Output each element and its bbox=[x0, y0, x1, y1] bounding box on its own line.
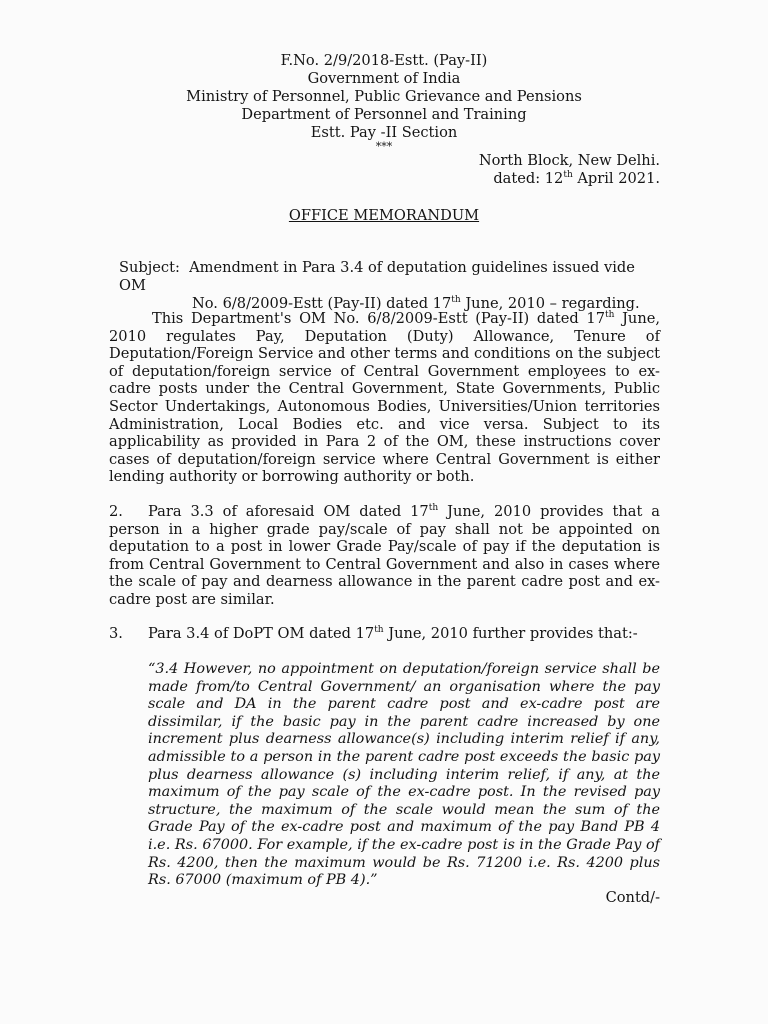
subject-label: Subject: bbox=[119, 259, 180, 276]
government-name: Government of India bbox=[307, 70, 461, 87]
location: North Block, New Delhi. bbox=[478, 152, 660, 169]
department-name: Department of Personnel and Training bbox=[241, 106, 527, 123]
paragraph-1: This Department's OM No. 6/8/2009-Estt (Pay-II) dated 17th June, 2010 regulates Pay, Deputation (Duty) Allowance, Tenure of Deputation/Foreign Service and other terms and conditions on the subject of deputation/foreign service of Central Government employees to ex-cadre posts under the Central Government, State Governments, Public Sector Undertakings, Autonomous Bodies, Universities/Union territories Administration, Local Bodies etc. and vice versa. Subject to its applicability as provided in Para 2 of the OM, these instructions cover cases of deputation/foreign service where Central Government is either lending authority or borrowing authority or both. bbox=[109, 310, 660, 486]
separator-stars: *** bbox=[375, 140, 393, 153]
issue-date: dated: 12th April 2021. bbox=[493, 170, 660, 187]
subject-line-1: Subject: Amendment in Para 3.4 of deputation guidelines issued vide OM bbox=[119, 259, 635, 294]
subject-line-2: No. 6/8/2009-Estt (Pay-II) dated 17th June, 2010 – regarding. bbox=[192, 295, 640, 312]
continued-marker: Contd/- bbox=[605, 889, 660, 906]
paragraph-number: 3. bbox=[109, 625, 123, 642]
place-and-date bbox=[479, 152, 660, 188]
paragraph-2: 2. Para 3.3 of aforesaid OM dated 17th June, 2010 provides that a person in a higher grade pay/scale of pay shall not be appointed on deputation to a post in lower Grade Pay/scale of pay if the deputation is from Central Government to Central Government and also in cases where the scale of pay and dearness allowance in the parent cadre post and ex-cadre post are similar. bbox=[109, 503, 660, 608]
subject-block bbox=[119, 259, 664, 313]
document-title: OFFICE MEMORANDUM bbox=[288, 207, 480, 224]
paragraph-3: 3. Para 3.4 of DoPT OM dated 17th June, 2010 further provides that:- bbox=[109, 625, 638, 642]
file-number: F.No. 2/9/2018-Estt. (Pay-II) bbox=[280, 52, 488, 69]
paragraph-number: 2. bbox=[109, 503, 123, 520]
quoted-para-3-4: “3.4 However, no appointment on deputation/foreign service shall be made from/to Central Government/ an organisation where the pay scale and DA in the parent cadre post and ex-cadre post are dissimilar, if the basic pay in the parent cadre increased by one increment plus dearness allowance(s) including interim relief if any, admissible to a person in the parent cadre post exceeds the basic pay plus dearness allowance (s) including interim relief, if any, at the maximum of the pay scale of the ex-cadre post. In the revised pay structure, the maximum of the scale would mean the sum of the Grade Pay of the ex-cadre post and maximum of the pay Band PB 4 i.e. Rs. 67000. For example, if the ex-cadre post is in the Grade Pay of Rs. 4200, then the maximum would be Rs. 71200 i.e. Rs. 4200 plus Rs. 67000 (maximum of PB 4).” bbox=[148, 661, 660, 889]
letterhead bbox=[0, 52, 768, 152]
ministry-name: Ministry of Personnel, Public Grievance and Pensions bbox=[186, 88, 582, 105]
section-name: Estt. Pay -II Section bbox=[310, 124, 458, 141]
